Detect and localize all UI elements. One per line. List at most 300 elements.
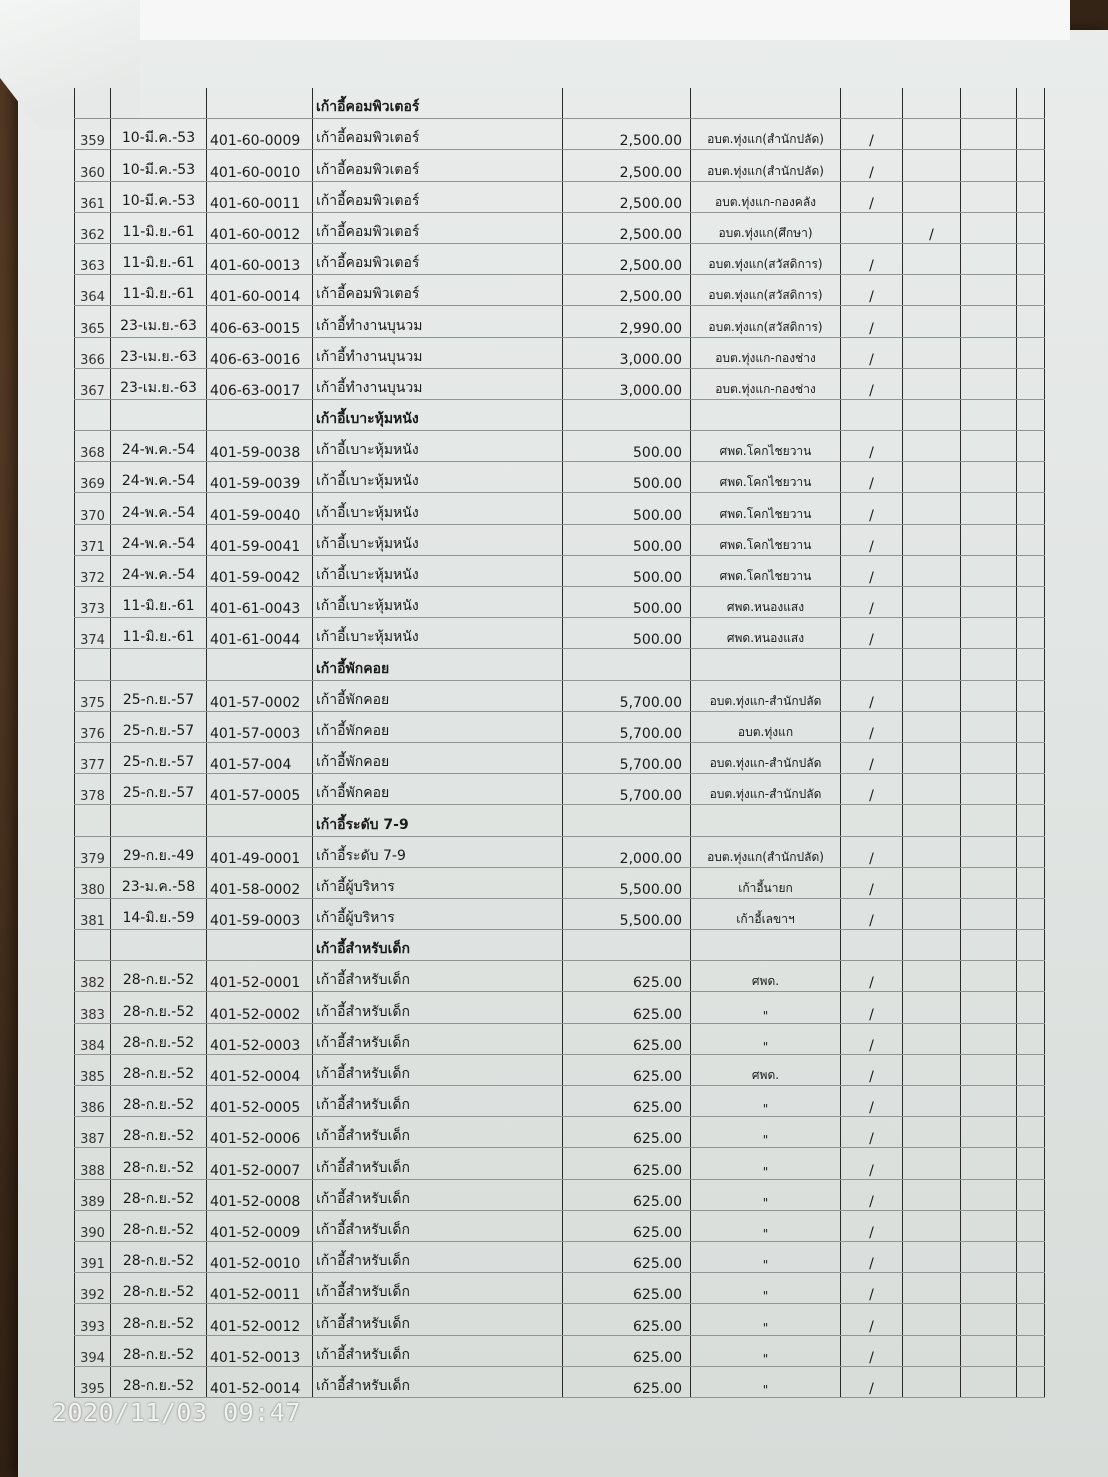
asset-name: เก้าอี้พักคอย bbox=[313, 680, 563, 711]
status-mark-repair bbox=[903, 742, 961, 773]
asset-location: อบต.ทุ่งแก-กองช่าง bbox=[691, 368, 841, 399]
row-number: 387 bbox=[75, 1117, 111, 1148]
asset-code: 401-60-0011 bbox=[207, 181, 313, 212]
table-row bbox=[75, 524, 1045, 555]
asset-code: 401-57-0005 bbox=[207, 774, 313, 805]
status-mark-repair bbox=[903, 462, 961, 493]
asset-price: 625.00 bbox=[563, 1210, 691, 1241]
status-mark-other bbox=[961, 181, 1017, 212]
blank-column bbox=[1017, 431, 1045, 462]
acquired-date: 28-ก.ย.-52 bbox=[111, 1086, 207, 1117]
row-number: 389 bbox=[75, 1179, 111, 1210]
status-mark-good: / bbox=[841, 742, 903, 773]
status-mark-repair bbox=[903, 587, 961, 618]
acquired-date: 28-ก.ย.-52 bbox=[111, 1179, 207, 1210]
row-number: 371 bbox=[75, 524, 111, 555]
status-mark-good: / bbox=[841, 680, 903, 711]
status-mark-good: / bbox=[841, 119, 903, 150]
blank-column bbox=[1017, 680, 1045, 711]
asset-location: " bbox=[691, 1148, 841, 1179]
status-mark-other bbox=[961, 1366, 1017, 1397]
asset-code: 401-60-0012 bbox=[207, 212, 313, 243]
asset-code: 406-63-0016 bbox=[207, 337, 313, 368]
status-mark-other bbox=[961, 1241, 1017, 1272]
blank-column bbox=[1017, 742, 1045, 773]
asset-name: เก้าอี้คอมพิวเตอร์ bbox=[313, 181, 563, 212]
status-mark-repair bbox=[903, 368, 961, 399]
status-mark-other bbox=[961, 680, 1017, 711]
asset-code: 401-52-0004 bbox=[207, 1054, 313, 1085]
status-mark-other bbox=[961, 1210, 1017, 1241]
table-row bbox=[75, 181, 1045, 212]
asset-price: 2,990.00 bbox=[563, 306, 691, 337]
status-mark-repair bbox=[903, 119, 961, 150]
status-mark-repair bbox=[903, 1335, 961, 1366]
asset-price: 625.00 bbox=[563, 1179, 691, 1210]
acquired-date: 24-พ.ค.-54 bbox=[111, 462, 207, 493]
asset-location bbox=[691, 649, 841, 680]
acquired-date: 10-มี.ค.-53 bbox=[111, 150, 207, 181]
asset-price: 500.00 bbox=[563, 587, 691, 618]
acquired-date: 28-ก.ย.-52 bbox=[111, 1148, 207, 1179]
asset-location: " bbox=[691, 1023, 841, 1054]
row-number: 374 bbox=[75, 618, 111, 649]
status-mark-good: / bbox=[841, 867, 903, 898]
acquired-date: 23-เม.ย.-63 bbox=[111, 368, 207, 399]
status-mark-repair bbox=[903, 1304, 961, 1335]
status-mark-repair bbox=[903, 1366, 961, 1397]
row-number: 386 bbox=[75, 1086, 111, 1117]
status-mark-repair bbox=[903, 150, 961, 181]
blank-column bbox=[1017, 961, 1045, 992]
asset-location: เก้าอี้นายก bbox=[691, 867, 841, 898]
row-number bbox=[75, 649, 111, 680]
status-mark-good: / bbox=[841, 1366, 903, 1397]
status-mark-other bbox=[961, 774, 1017, 805]
asset-location: ศพด.โคกไชยวาน bbox=[691, 431, 841, 462]
blank-column bbox=[1017, 1304, 1045, 1335]
row-number: 361 bbox=[75, 181, 111, 212]
status-mark-repair bbox=[903, 524, 961, 555]
status-mark-other bbox=[961, 961, 1017, 992]
asset-code: 401-52-0011 bbox=[207, 1273, 313, 1304]
asset-name: เก้าอี้สำหรับเด็ก bbox=[313, 1117, 563, 1148]
blank-column bbox=[1017, 119, 1045, 150]
asset-price: 5,700.00 bbox=[563, 680, 691, 711]
asset-location: อบต.ทุ่งแก(ศึกษา) bbox=[691, 212, 841, 243]
row-number: 364 bbox=[75, 275, 111, 306]
asset-name: เก้าอี้พักคอย bbox=[313, 711, 563, 742]
table-row bbox=[75, 431, 1045, 462]
status-mark-good: / bbox=[841, 431, 903, 462]
acquired-date: 28-ก.ย.-52 bbox=[111, 992, 207, 1023]
asset-name: เก้าอี้คอมพิวเตอร์ bbox=[313, 275, 563, 306]
asset-name: เก้าอี้คอมพิวเตอร์ bbox=[313, 150, 563, 181]
asset-name: เก้าอี้คอมพิวเตอร์ bbox=[313, 119, 563, 150]
acquired-date: 23-ม.ค.-58 bbox=[111, 867, 207, 898]
blank-column bbox=[1017, 1366, 1045, 1397]
asset-name: เก้าอี้คอมพิวเตอร์ bbox=[313, 88, 563, 119]
status-mark-other bbox=[961, 930, 1017, 961]
asset-name: เก้าอี้พักคอย bbox=[313, 649, 563, 680]
acquired-date: 23-เม.ย.-63 bbox=[111, 337, 207, 368]
table-row bbox=[75, 992, 1045, 1023]
asset-name: เก้าอี้เบาะหุ้มหนัง bbox=[313, 555, 563, 586]
status-mark-other bbox=[961, 524, 1017, 555]
row-number: 368 bbox=[75, 431, 111, 462]
acquired-date: 25-ก.ย.-57 bbox=[111, 680, 207, 711]
asset-name: เก้าอี้เบาะหุ้มหนัง bbox=[313, 399, 563, 430]
asset-name: เก้าอี้พักคอย bbox=[313, 774, 563, 805]
status-mark-good: / bbox=[841, 150, 903, 181]
blank-column bbox=[1017, 1179, 1045, 1210]
asset-price: 625.00 bbox=[563, 1117, 691, 1148]
asset-code: 401-59-0041 bbox=[207, 524, 313, 555]
blank-column bbox=[1017, 368, 1045, 399]
blank-column bbox=[1017, 1210, 1045, 1241]
asset-price bbox=[563, 88, 691, 119]
asset-location: อบต.ทุ่งแก-สำนักปลัด bbox=[691, 680, 841, 711]
blank-column bbox=[1017, 181, 1045, 212]
status-mark-repair bbox=[903, 1086, 961, 1117]
acquired-date: 25-ก.ย.-57 bbox=[111, 742, 207, 773]
asset-price: 625.00 bbox=[563, 1335, 691, 1366]
acquired-date: 24-พ.ค.-54 bbox=[111, 555, 207, 586]
row-number: 363 bbox=[75, 243, 111, 274]
table-row bbox=[75, 150, 1045, 181]
asset-location bbox=[691, 88, 841, 119]
status-mark-other bbox=[961, 1273, 1017, 1304]
asset-name: เก้าอี้สำหรับเด็ก bbox=[313, 1179, 563, 1210]
table-row bbox=[75, 961, 1045, 992]
asset-code: 401-52-0002 bbox=[207, 992, 313, 1023]
status-mark-good: / bbox=[841, 524, 903, 555]
asset-name: เก้าอี้พักคอย bbox=[313, 742, 563, 773]
asset-name: เก้าอี้สำหรับเด็ก bbox=[313, 1023, 563, 1054]
asset-code: 401-52-0008 bbox=[207, 1179, 313, 1210]
asset-table bbox=[74, 88, 1045, 1398]
table-row bbox=[75, 898, 1045, 929]
asset-location: อบต.ทุ่งแก(สำนักปลัด) bbox=[691, 119, 841, 150]
asset-code: 401-52-0001 bbox=[207, 961, 313, 992]
table-row bbox=[75, 368, 1045, 399]
acquired-date: 24-พ.ค.-54 bbox=[111, 524, 207, 555]
asset-location: " bbox=[691, 1117, 841, 1148]
asset-price: 2,500.00 bbox=[563, 212, 691, 243]
status-mark-other bbox=[961, 1054, 1017, 1085]
table-row bbox=[75, 212, 1045, 243]
asset-name: เก้าอี้สำหรับเด็ก bbox=[313, 1241, 563, 1272]
acquired-date bbox=[111, 649, 207, 680]
asset-name: เก้าอี้ระดับ 7-9 bbox=[313, 836, 563, 867]
asset-name: เก้าอี้สำหรับเด็ก bbox=[313, 1335, 563, 1366]
status-mark-good bbox=[841, 649, 903, 680]
asset-price: 2,500.00 bbox=[563, 150, 691, 181]
status-mark-good: / bbox=[841, 462, 903, 493]
asset-code: 401-52-0005 bbox=[207, 1086, 313, 1117]
row-number: 376 bbox=[75, 711, 111, 742]
status-mark-repair bbox=[903, 1148, 961, 1179]
asset-price: 500.00 bbox=[563, 555, 691, 586]
status-mark-repair bbox=[903, 649, 961, 680]
status-mark-good: / bbox=[841, 1179, 903, 1210]
asset-price bbox=[563, 930, 691, 961]
acquired-date: 28-ก.ย.-52 bbox=[111, 1210, 207, 1241]
asset-price: 625.00 bbox=[563, 992, 691, 1023]
asset-price: 625.00 bbox=[563, 1086, 691, 1117]
status-mark-good: / bbox=[841, 1086, 903, 1117]
status-mark-good: / bbox=[841, 587, 903, 618]
status-mark-other bbox=[961, 1117, 1017, 1148]
acquired-date bbox=[111, 930, 207, 961]
asset-price: 5,500.00 bbox=[563, 898, 691, 929]
status-mark-good: / bbox=[841, 181, 903, 212]
asset-location: " bbox=[691, 1304, 841, 1335]
table-row bbox=[75, 243, 1045, 274]
asset-code: 401-52-0010 bbox=[207, 1241, 313, 1272]
asset-name: เก้าอี้คอมพิวเตอร์ bbox=[313, 212, 563, 243]
asset-price: 625.00 bbox=[563, 1023, 691, 1054]
row-number: 366 bbox=[75, 337, 111, 368]
blank-column bbox=[1017, 306, 1045, 337]
status-mark-other bbox=[961, 1335, 1017, 1366]
asset-price: 625.00 bbox=[563, 961, 691, 992]
row-number: 388 bbox=[75, 1148, 111, 1179]
blank-column bbox=[1017, 1148, 1045, 1179]
asset-name: เก้าอี้สำหรับเด็ก bbox=[313, 930, 563, 961]
asset-price: 500.00 bbox=[563, 462, 691, 493]
acquired-date bbox=[111, 88, 207, 119]
status-mark-good: / bbox=[841, 493, 903, 524]
table-row bbox=[75, 742, 1045, 773]
blank-column bbox=[1017, 805, 1045, 836]
asset-price bbox=[563, 649, 691, 680]
row-number: 369 bbox=[75, 462, 111, 493]
blank-column bbox=[1017, 399, 1045, 430]
row-number: 385 bbox=[75, 1054, 111, 1085]
status-mark-repair bbox=[903, 680, 961, 711]
asset-location: ศพด. bbox=[691, 961, 841, 992]
status-mark-repair bbox=[903, 1210, 961, 1241]
status-mark-other bbox=[961, 898, 1017, 929]
acquired-date: 10-มี.ค.-53 bbox=[111, 181, 207, 212]
acquired-date: 28-ก.ย.-52 bbox=[111, 1241, 207, 1272]
status-mark-good: / bbox=[841, 1023, 903, 1054]
blank-column bbox=[1017, 462, 1045, 493]
status-mark-good bbox=[841, 399, 903, 430]
blank-column bbox=[1017, 1273, 1045, 1304]
acquired-date: 14-มิ.ย.-59 bbox=[111, 898, 207, 929]
status-mark-repair bbox=[903, 1241, 961, 1272]
row-number bbox=[75, 88, 111, 119]
paper-top-edge bbox=[0, 0, 1070, 40]
status-mark-repair: / bbox=[903, 212, 961, 243]
asset-location: อบต.ทุ่งแก(สำนักปลัด) bbox=[691, 836, 841, 867]
row-number: 360 bbox=[75, 150, 111, 181]
status-mark-good: / bbox=[841, 1148, 903, 1179]
asset-code: 401-52-0007 bbox=[207, 1148, 313, 1179]
asset-name: เก้าอี้สำหรับเด็ก bbox=[313, 992, 563, 1023]
status-mark-repair bbox=[903, 275, 961, 306]
asset-code bbox=[207, 805, 313, 836]
row-number: 380 bbox=[75, 867, 111, 898]
row-number: 372 bbox=[75, 555, 111, 586]
asset-name: เก้าอี้สำหรับเด็ก bbox=[313, 1086, 563, 1117]
row-number: 391 bbox=[75, 1241, 111, 1272]
blank-column bbox=[1017, 898, 1045, 929]
table-row bbox=[75, 1054, 1045, 1085]
asset-price: 625.00 bbox=[563, 1273, 691, 1304]
asset-location: อบต.ทุ่งแก-กองช่าง bbox=[691, 337, 841, 368]
table-row bbox=[75, 680, 1045, 711]
asset-price: 2,500.00 bbox=[563, 181, 691, 212]
status-mark-good: / bbox=[841, 774, 903, 805]
row-number: 377 bbox=[75, 742, 111, 773]
status-mark-good bbox=[841, 212, 903, 243]
asset-code bbox=[207, 649, 313, 680]
asset-name: เก้าอี้เบาะหุ้มหนัง bbox=[313, 462, 563, 493]
status-mark-repair bbox=[903, 431, 961, 462]
asset-location: ศพด. bbox=[691, 1054, 841, 1085]
status-mark-repair bbox=[903, 711, 961, 742]
status-mark-other bbox=[961, 805, 1017, 836]
row-number: 390 bbox=[75, 1210, 111, 1241]
acquired-date: 25-ก.ย.-57 bbox=[111, 774, 207, 805]
category-header-row bbox=[75, 88, 1045, 119]
asset-price: 2,500.00 bbox=[563, 275, 691, 306]
asset-location: อบต.ทุ่งแก-กองคลัง bbox=[691, 181, 841, 212]
asset-code: 406-63-0017 bbox=[207, 368, 313, 399]
table-row bbox=[75, 711, 1045, 742]
asset-name: เก้าอี้สำหรับเด็ก bbox=[313, 1273, 563, 1304]
asset-location: " bbox=[691, 1335, 841, 1366]
asset-name: เก้าอี้ผู้บริหาร bbox=[313, 867, 563, 898]
acquired-date: 11-มิ.ย.-61 bbox=[111, 212, 207, 243]
status-mark-repair bbox=[903, 1054, 961, 1085]
asset-code: 401-60-0013 bbox=[207, 243, 313, 274]
asset-name: เก้าอี้เบาะหุ้มหนัง bbox=[313, 431, 563, 462]
blank-column bbox=[1017, 1086, 1045, 1117]
status-mark-other bbox=[961, 306, 1017, 337]
table-row bbox=[75, 1304, 1045, 1335]
status-mark-repair bbox=[903, 961, 961, 992]
status-mark-other bbox=[961, 992, 1017, 1023]
asset-location: อบต.ทุ่งแก(สำนักปลัด) bbox=[691, 150, 841, 181]
status-mark-good: / bbox=[841, 1054, 903, 1085]
asset-location: ศพด.โคกไชยวาน bbox=[691, 524, 841, 555]
asset-code: 401-57-0003 bbox=[207, 711, 313, 742]
blank-column bbox=[1017, 337, 1045, 368]
status-mark-other bbox=[961, 150, 1017, 181]
status-mark-good: / bbox=[841, 1117, 903, 1148]
blank-column bbox=[1017, 930, 1045, 961]
status-mark-good: / bbox=[841, 337, 903, 368]
blank-column bbox=[1017, 618, 1045, 649]
table-row bbox=[75, 1210, 1045, 1241]
table-row bbox=[75, 1023, 1045, 1054]
row-number: 394 bbox=[75, 1335, 111, 1366]
asset-price: 2,000.00 bbox=[563, 836, 691, 867]
asset-location: ศพด.หนองแสง bbox=[691, 618, 841, 649]
status-mark-good: / bbox=[841, 898, 903, 929]
blank-column bbox=[1017, 867, 1045, 898]
status-mark-good: / bbox=[841, 555, 903, 586]
asset-price: 625.00 bbox=[563, 1366, 691, 1397]
asset-name: เก้าอี้เบาะหุ้มหนัง bbox=[313, 618, 563, 649]
asset-code: 401-52-0009 bbox=[207, 1210, 313, 1241]
asset-price: 625.00 bbox=[563, 1304, 691, 1335]
asset-price: 500.00 bbox=[563, 524, 691, 555]
asset-price bbox=[563, 805, 691, 836]
asset-code: 401-52-0014 bbox=[207, 1366, 313, 1397]
status-mark-good: / bbox=[841, 1335, 903, 1366]
table-row bbox=[75, 1117, 1045, 1148]
status-mark-other bbox=[961, 711, 1017, 742]
blank-column bbox=[1017, 243, 1045, 274]
asset-name: เก้าอี้ผู้บริหาร bbox=[313, 898, 563, 929]
table-row bbox=[75, 493, 1045, 524]
asset-code: 401-59-0003 bbox=[207, 898, 313, 929]
blank-column bbox=[1017, 774, 1045, 805]
status-mark-other bbox=[961, 649, 1017, 680]
asset-location: อบต.ทุ่งแก bbox=[691, 711, 841, 742]
acquired-date: 28-ก.ย.-52 bbox=[111, 1366, 207, 1397]
asset-price: 500.00 bbox=[563, 431, 691, 462]
status-mark-other bbox=[961, 742, 1017, 773]
asset-name: เก้าอี้สำหรับเด็ก bbox=[313, 1366, 563, 1397]
row-number: 393 bbox=[75, 1304, 111, 1335]
asset-code: 401-52-0006 bbox=[207, 1117, 313, 1148]
asset-code: 401-61-0044 bbox=[207, 618, 313, 649]
status-mark-other bbox=[961, 555, 1017, 586]
asset-code: 401-59-0038 bbox=[207, 431, 313, 462]
status-mark-other bbox=[961, 88, 1017, 119]
asset-name: เก้าอี้ระดับ 7-9 bbox=[313, 805, 563, 836]
asset-price: 625.00 bbox=[563, 1241, 691, 1272]
acquired-date: 28-ก.ย.-52 bbox=[111, 1023, 207, 1054]
table-row bbox=[75, 618, 1045, 649]
status-mark-repair bbox=[903, 1023, 961, 1054]
asset-price: 5,500.00 bbox=[563, 867, 691, 898]
asset-code bbox=[207, 399, 313, 430]
asset-name: เก้าอี้เบาะหุ้มหนัง bbox=[313, 587, 563, 618]
status-mark-good: / bbox=[841, 275, 903, 306]
table-row bbox=[75, 275, 1045, 306]
asset-location bbox=[691, 805, 841, 836]
status-mark-other bbox=[961, 1148, 1017, 1179]
row-number: 370 bbox=[75, 493, 111, 524]
asset-code: 401-57-0002 bbox=[207, 680, 313, 711]
status-mark-other bbox=[961, 1023, 1017, 1054]
status-mark-repair bbox=[903, 493, 961, 524]
asset-price: 2,500.00 bbox=[563, 243, 691, 274]
status-mark-repair bbox=[903, 1273, 961, 1304]
asset-location: อบต.ทุ่งแก(สวัสดิการ) bbox=[691, 306, 841, 337]
status-mark-other bbox=[961, 1179, 1017, 1210]
row-number: 367 bbox=[75, 368, 111, 399]
category-header-row bbox=[75, 399, 1045, 430]
acquired-date: 29-ก.ย.-49 bbox=[111, 836, 207, 867]
status-mark-good: / bbox=[841, 992, 903, 1023]
status-mark-good: / bbox=[841, 618, 903, 649]
blank-column bbox=[1017, 1054, 1045, 1085]
acquired-date: 11-มิ.ย.-61 bbox=[111, 587, 207, 618]
blank-column bbox=[1017, 1117, 1045, 1148]
category-header-row bbox=[75, 930, 1045, 961]
acquired-date: 28-ก.ย.-52 bbox=[111, 1054, 207, 1085]
status-mark-repair bbox=[903, 930, 961, 961]
row-number: 392 bbox=[75, 1273, 111, 1304]
